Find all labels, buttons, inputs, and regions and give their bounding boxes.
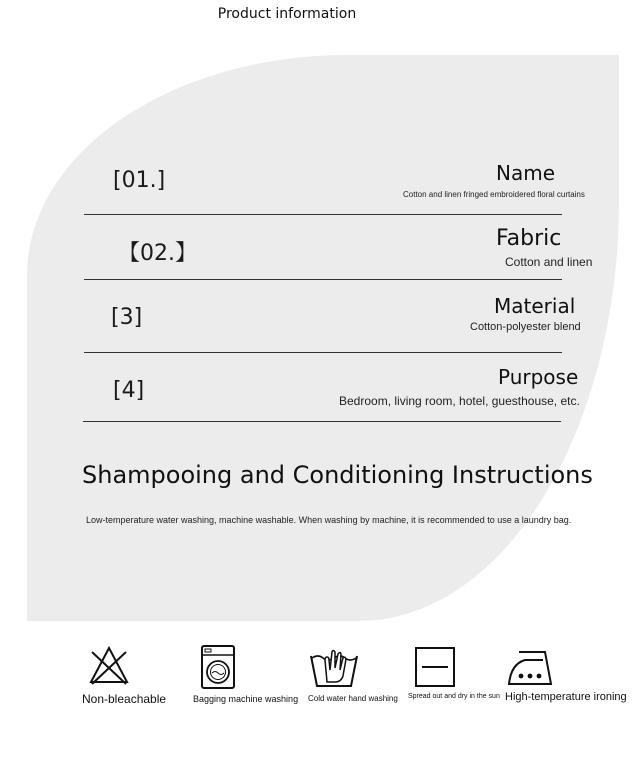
care-item-dry-flat (408, 646, 500, 700)
iron-high-icon (507, 648, 553, 688)
care-item-no-bleach (82, 644, 167, 706)
instructions-title: Shampooing and Conditioning Instructions (82, 461, 593, 489)
row-divider (84, 352, 562, 353)
row-heading: Purpose (498, 365, 579, 389)
no-bleach-icon (88, 644, 130, 686)
row-heading: Name (496, 161, 556, 185)
care-label: Bagging machine washing (193, 694, 299, 704)
row-number: [4] (113, 378, 145, 403)
care-label: Non-bleachable (82, 692, 167, 706)
care-item-hand-wash (308, 646, 398, 703)
row-value: Bedroom, living room, hotel, guesthouse, etc. (339, 394, 580, 408)
row-divider (84, 279, 562, 280)
row-value: Cotton and linen (505, 255, 593, 269)
row-divider (84, 214, 562, 215)
row-heading: Fabric (496, 226, 562, 251)
page-title: Product information (217, 6, 357, 22)
row-divider (83, 421, 561, 422)
dry-flat-icon (414, 646, 456, 688)
row-number: [3] (111, 305, 143, 330)
care-label: Cold water hand washing (308, 694, 398, 703)
row-heading: Material (494, 294, 576, 318)
care-label: High-temperature ironing (505, 691, 627, 703)
care-label: Spread out and dry in the sun (408, 693, 500, 700)
washing-machine-icon (200, 644, 236, 690)
care-item-iron (505, 648, 627, 703)
row-value: Cotton-polyester blend (470, 321, 581, 333)
instructions-text: Low-temperature water washing, machine washable. When washing by machine, it is recommended to use a laundry bag. (86, 515, 572, 525)
info-panel (27, 55, 619, 621)
row-value: Cotton and linen fringed embroidered floral curtains (403, 190, 585, 199)
row-number: [01.] (113, 168, 166, 193)
hand-wash-icon (309, 646, 359, 690)
care-item-machine-wash (193, 644, 299, 704)
row-number: 【02.】 (118, 241, 197, 266)
